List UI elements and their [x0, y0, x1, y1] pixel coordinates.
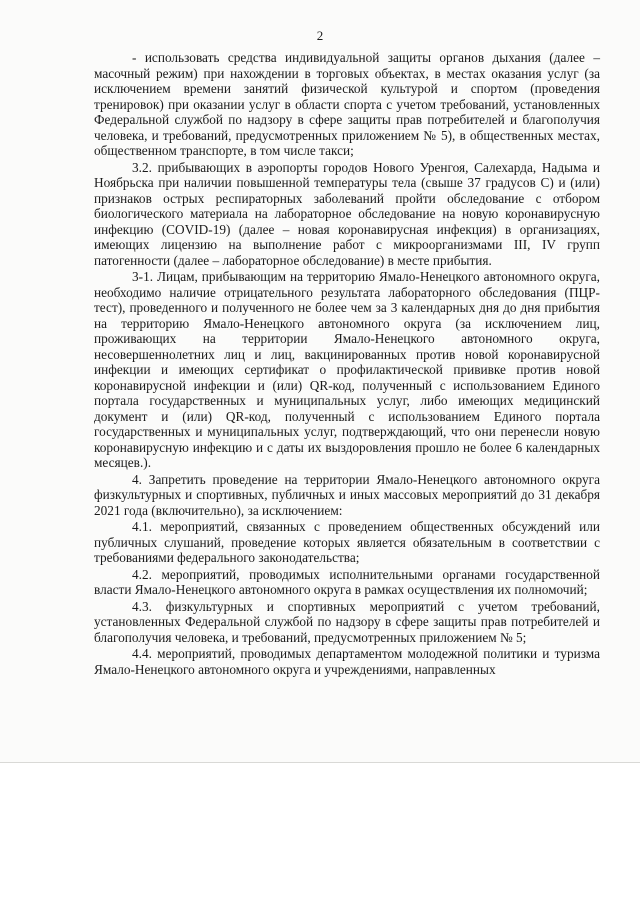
paragraph-4-3-sport-events: 4.3. физкультурных и спортивных мероприятий с учетом требований, установленных Федеральной службой по надзору в сфере защиты прав потребителей и благополучия человека, и требований, предусмотренных приложением № 5;	[94, 598, 600, 645]
paragraph-mask-mode: - использовать средства индивидуальной защиты органов дыхания (далее – масочный режим) при нахождении в торговых объектах, в местах оказания услуг (за исключением времени занятий физической культурой и спортом (проведения тренировок) при оказании услуг в области спорта с учетом требований, установленных Федеральной службой по надзору в сфере защиты прав потребителей и благополучия человека, и требований, предусмотренных приложением № 5), в общественных местах, общественном транспорте, в том числе такси;	[94, 50, 600, 158]
document-body	[94, 50, 600, 678]
paragraph-4-2-government-events: 4.2. мероприятий, проводимых исполнительными органами государственной власти Ямало-Ненецкого автономного округа в рамках осуществления их полномочий;	[94, 566, 600, 597]
paragraph-4-ban-events: 4. Запретить проведение на территории Ямало-Ненецкого автономного округа физкультурных и спортивных, публичных и иных массовых мероприятий до 31 декабря 2021 года (включительно), за исключением:	[94, 471, 600, 518]
paragraph-4-4-youth-policy: 4.4. мероприятий, проводимых департаментом молодежной политики и туризма Ямало-Ненецкого автономного округа и учреждениями, направленных	[94, 646, 600, 677]
paragraph-3-2-airports: 3.2. прибывающих в аэропорты городов Нового Уренгоя, Салехарда, Надыма и Ноябрьска при наличии повышенной температуры тела (свыше 37 градусов С) и (или) признаков острых респираторных заболеваний пройти обследование с отбором биологического материала на лабораторное обследование на новую коронавирусную инфекцию (COVID-19) (далее – новая коронавирусная инфекция) в организациях, имеющих лицензию на выполнение работ с микроорганизмами III, IV групп патогенности (далее – лабораторное обследование) в месте прибытия.	[94, 159, 600, 268]
paragraph-4-1-public-hearings: 4.1. мероприятий, связанных с проведением общественных обсуждений или публичных слушаний, проведение которых является обязательным в соответствии с требованиями федерального законодательства;	[94, 519, 600, 565]
page-number: 2	[316, 28, 324, 43]
paragraph-3-1-pcr-test: 3-1. Лицам, прибывающим на территорию Ямало-Ненецкого автономного округа, необходимо наличие отрицательного результата лабораторного обследования (ПЦР-тест), проведенного и полученного не более чем за 3 календарных дня до дня прибытия на территорию Ямало-Ненецкого автономного округа (за исключением лиц, проживающих на территории Ямало-Ненецкого автономного округа, несовершеннолетних лиц и лиц, вакцинированных против новой коронавирусной инфекции и имеющих сертификат о профилактической прививке против новой коронавирусной инфекции и (или) QR-код, полученный с использованием Единого портала государственных и муниципальных услуг, либо имеющих медицинский документ и (или) QR-код, полученный с использованием Единого портала государственных и муниципальных услуг, подтверждающий, что они перенесли новую коронавирусную инфекцию и с даты их выздоровления прошло не более 6 календарных месяцев.).	[94, 269, 600, 470]
